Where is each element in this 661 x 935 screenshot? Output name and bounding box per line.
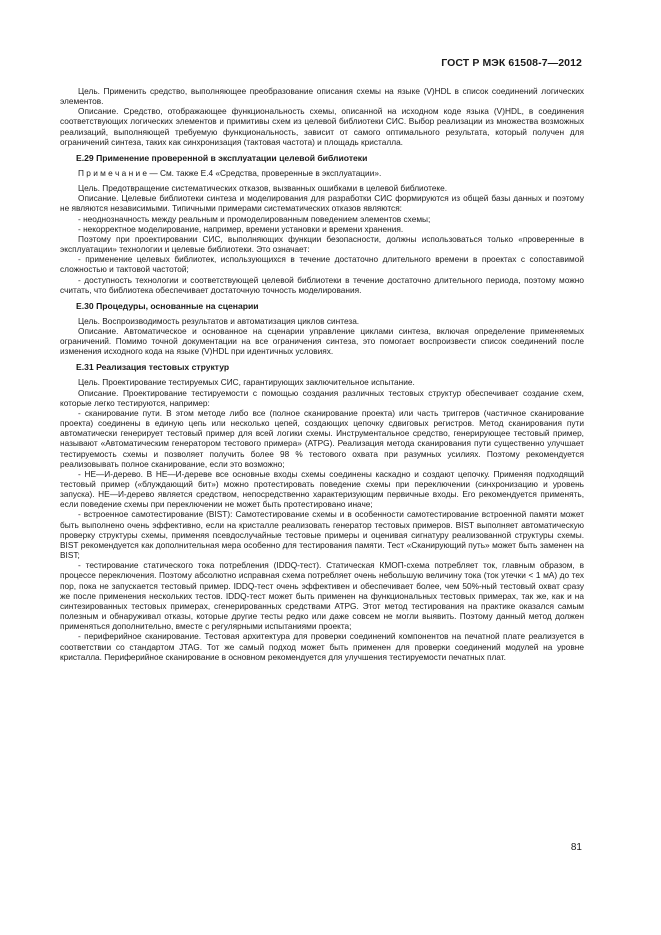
section-heading-e30: E.30 Процедуры, основанные на сценарии bbox=[76, 300, 259, 311]
note-paragraph: П р и м е ч а н и е — См. также E.4 «Средства, проверенные в эксплуатации». bbox=[78, 167, 382, 178]
paragraph: Цель. Применить средство, выполняющее преобразование описания схемы на языке (V)HDL в список соединений логических элементов. bbox=[60, 86, 584, 107]
paragraph: Описание. Средство, отображающее функциональность схемы, описанной на исходном коде языка (V)HDL, в соединения соответствующих логических элементов и примитивы схем из целевой библиотеки СИС. Выбор реализации из множества возможных реализаций, выполняющей требуемую функциональность, зависит от самого оптимального результата, который получен для ограничений синтеза, таких как синхронизация (тактовая частота) и площадь кристалла. bbox=[60, 106, 584, 147]
list-item: - периферийное сканирование. Тестовая архитектура для проверки соединений компонентов на печатной плате реализуется в соответствии со стандартом JTAG. Тот же самый подход может быть применен для проверки соединений модулей на уровне кристалла. Периферийное сканирование в основном рекомендуется для улучшения тестируемости печатных плат. bbox=[60, 631, 584, 662]
page-number: 81 bbox=[570, 842, 582, 853]
paragraph: Описание. Автоматическое и основанное на сценарии управление циклами синтеза, включая определение применяемых ограничений. Помимо точной документации на все ограничения синтеза, это помогает воспроизвести список соединений после изменения исходного кода на языке (V)HDL при идентичных условиях. bbox=[60, 325, 584, 357]
list-item: - некорректное моделирование, например, времени установки и времени хранения. bbox=[78, 223, 404, 234]
list-item: - сканирование пути. В этом методе либо все (полное сканирование проекта) или часть триггеров (частичное сканирование проекта) соединены в единую цепь или несколько цепей, создающих цепочку сдвиговых регистров. Метод сканирования пути автоматически генерирует тестовый пример для всей логики схемы. Инструментальное средство, генерирующее тестовый пример, называют «Автоматическим генератором тестового примера» (ATPG). Реализация метода сканирования пути существенно улучшает тестируемость схемы и позволяет получить более 98 % тестового охвата при разумных усилиях. Поэтому рекомендуется реализовывать полное сканирование, если это возможно; bbox=[60, 407, 584, 469]
section-heading-e29: E.29 Применение проверенной в эксплуатации целевой библиотеки bbox=[76, 152, 368, 163]
paragraph: Описание. Проектирование тестируемости с помощью создания различных тестовых структур обеспечивает создание схем, которые легко тестируются, например: bbox=[60, 387, 584, 408]
list-item: - применение целевых библиотек, использующихся в течение достаточно длительного времени в проектах с сопоставимой сложностью и тактовой частотой; bbox=[60, 254, 584, 275]
paragraph: Цель. Предотвращение систематических отказов, вызванных ошибками в целевой библиотеке. bbox=[78, 183, 448, 194]
list-item: - доступность технологии и соответствующей целевой библиотеки в течение достаточно длительного периода, поэтому можно считать, что библиотека обеспечивает достаточную точность моделирования. bbox=[60, 274, 584, 295]
document-header: ГОСТ Р МЭК 61508-7—2012 bbox=[441, 57, 582, 69]
list-item: - встроенное самотестирование (BIST): Самотестирование схемы и в особенности самотестирование встроенной памяти может быть выполнено очень эффективно, если на кристалле реализовать генератор тестовых примеров. BIST выполняет автоматическую проверку структуры схемы, применяя псевдослучайные тестовые примеры и оценивая сигнатуру реализованной структуры схемы. BIST рекомендуется как дополнительная мера особенно для тестирования памяти. Тест «Сканирующий путь» может быть заменен на BIST; bbox=[60, 509, 584, 561]
section-heading-e31: E.31 Реализация тестовых структур bbox=[76, 362, 230, 373]
list-item: - НЕ—И-дерево. В НЕ—И-дереве все основные входы схемы соединены каскадно и создают цепочку. Применяя подходящий тестовый пример («блуждающий бит») можно протестировать поведение схемы при переключении (синхронизацию и уровень запуска). НЕ—И-дерево является средством, непосредственно характеризующим первичные входы. Его рекомендуется применять, если поведение схемы при переключении не может быть протестировано иначе; bbox=[60, 468, 584, 510]
document-body bbox=[60, 86, 584, 662]
list-item: - неоднозначность между реальным и промоделированным поведением элементов схемы; bbox=[78, 213, 431, 224]
paragraph: Поэтому при проектировании СИС, выполняющих функции безопасности, должны использоваться только «проверенные в эксплуатации» технологии и целевые библиотеки. Это означает: bbox=[60, 233, 584, 255]
paragraph: Цель. Воспроизводимость результатов и автоматизация циклов синтеза. bbox=[78, 315, 360, 326]
paragraph: Цель. Проектирование тестируемых СИС, гарантирующих заключительное испытание. bbox=[78, 377, 415, 388]
list-item: - тестирование статического тока потребления (IDDQ-тест). Статическая КМОП-схема потребляет ток, главным образом, в процессе переключения. Поэтому абсолютно исправная схема потребляет очень небольшую величину тока (ток утечки < 1 мА) до тех пор, пока не запускается тестовый пример. IDDQ-тест очень эффективен и обеспечивает более, чем 50%-ный тестовый охват сразу же после применения нескольких тестов. IDDQ-тест может быть применен на функциональных тестовых примерах, так же, как и на синтезированных тестовых примерах, сгенерированных средствами ATPG. Этот метод тестирования на практике оказался самым полезным и обнаруживал отказы, которые другие тесты редко или даже совсем не могли выявить. Поэтому данный метод должен применяться дополнительно, вместе с регулярными испытаниями проекта; bbox=[60, 560, 584, 632]
paragraph: Описание. Целевые библиотеки синтеза и моделирования для разработки СИС формируются из общей базы данных и поэтому не являются независимыми. Типичными примерами систематических отказов являются: bbox=[60, 193, 584, 214]
